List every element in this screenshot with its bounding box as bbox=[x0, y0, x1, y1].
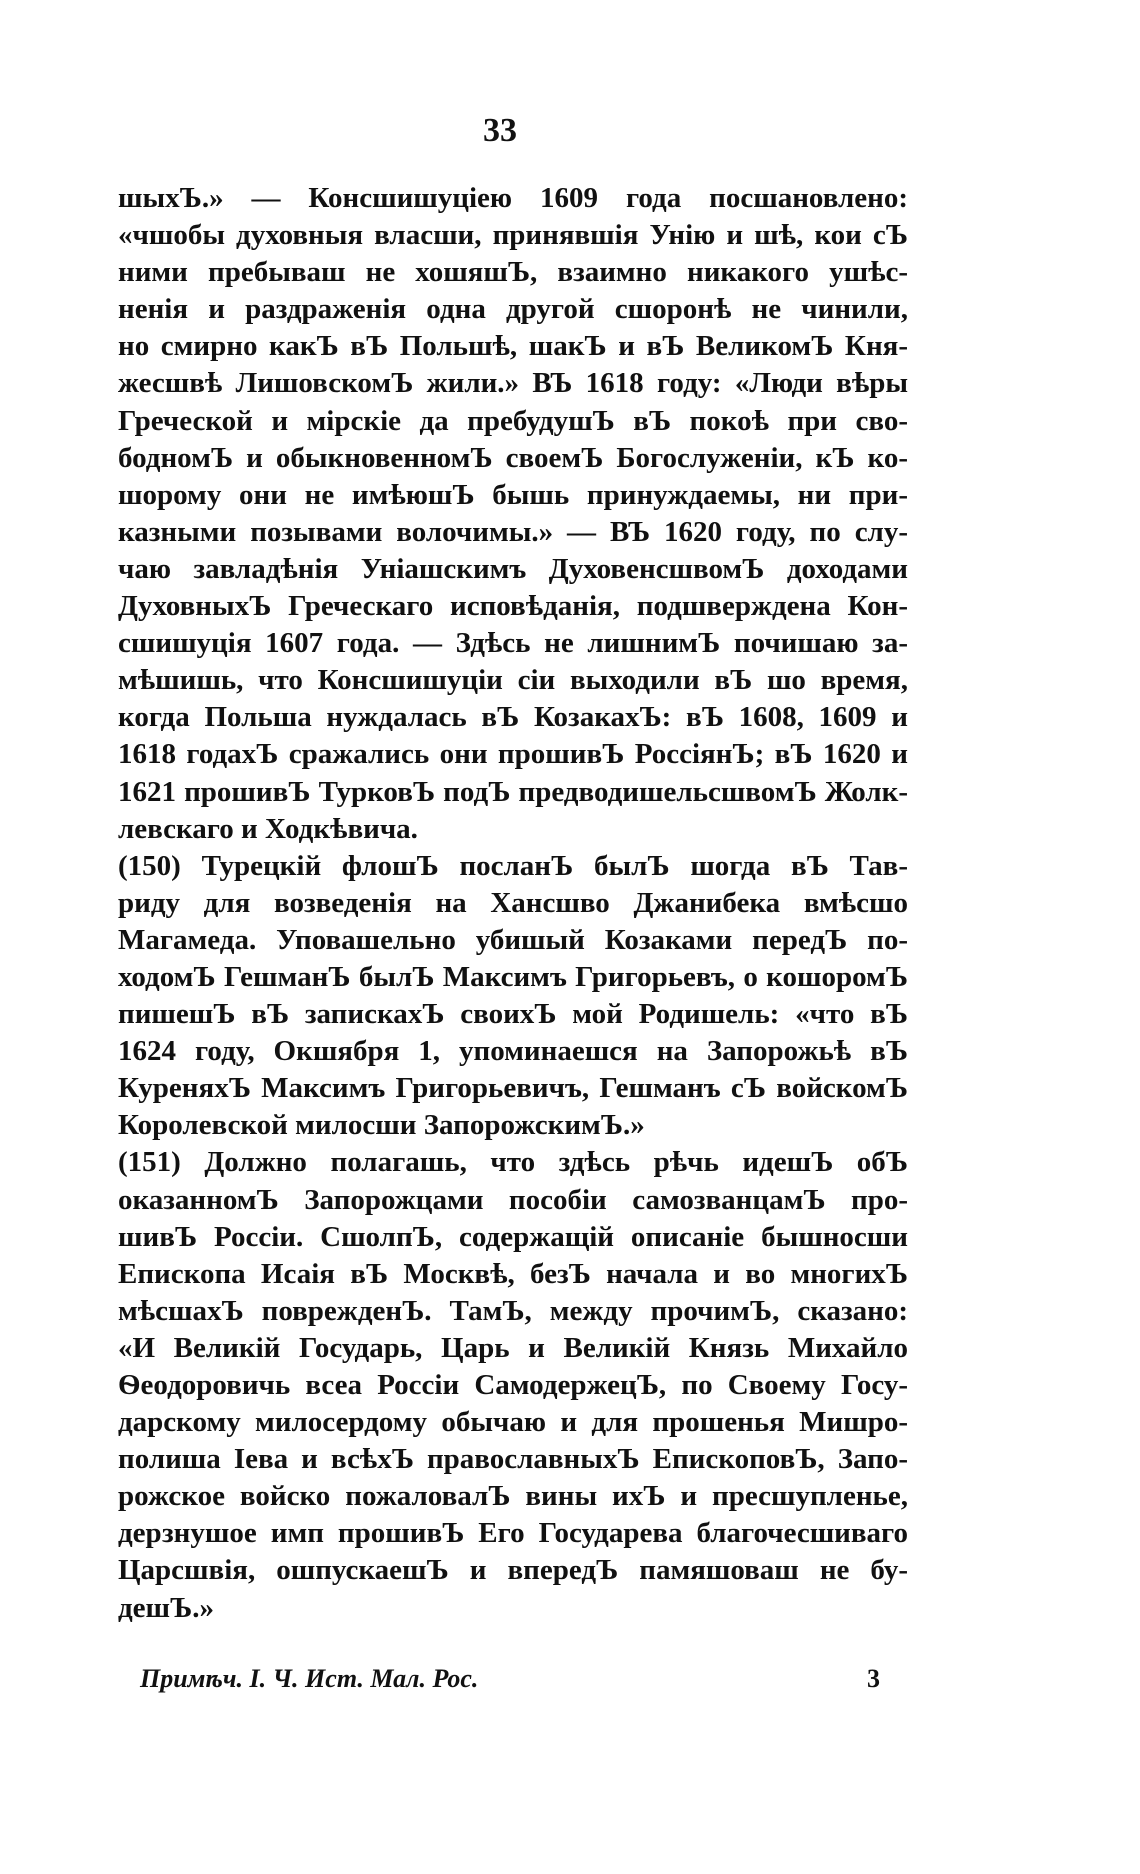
text-line: «И Великій Государь, Царь и Великій Князь Михайло bbox=[118, 1331, 908, 1364]
text-line: дарскому милосердому обычаю и для прошенья Мишро- bbox=[118, 1406, 908, 1439]
text-line: сшишуція 1607 года. — Здѣсь не лишнимЪ почишаю за- bbox=[118, 627, 908, 660]
text-line: 1624 году, Окшября 1, упоминаешся на Запорожьѣ вЪ bbox=[118, 1035, 908, 1068]
text-line: Епископа Исаія вЪ Москвѣ, безЪ начала и во многихЪ bbox=[118, 1257, 908, 1290]
text-line: мѣшишь, что Консшишуціи сіи выходили вЪ шо время, bbox=[118, 664, 908, 697]
text-line: Ѳеодоровичь всеа Россіи СамодержецЪ, по Своему Госу- bbox=[118, 1369, 908, 1401]
text-line: ними пребываш не хошяшЪ, взаимно никакого ушѣс- bbox=[118, 256, 908, 289]
text-line: «чшобы духовныя власши, принявшія Унію и шѣ, кои сЪ bbox=[118, 219, 908, 252]
page-footer bbox=[140, 1664, 880, 1694]
text-line: казными позывами волочимы.» — ВЪ 1620 году, по слу- bbox=[118, 515, 908, 548]
text-line: ненія и раздраженія одна другой сшоронѣ не чинили, bbox=[118, 293, 908, 326]
page-number: 33 bbox=[483, 112, 517, 149]
text-line: дерзнушое имп прошивЪ Его Государева благочесшиваго bbox=[118, 1517, 908, 1550]
text-line: (151) Должно полагашь, что здѣсь рѣчь идешЪ обЪ bbox=[118, 1146, 908, 1179]
text-line: шыхЪ.» — Консшишуціею 1609 года посшановлено: bbox=[118, 182, 908, 214]
text-line: 1621 прошивЪ ТурковЪ подЪ предводишельсшвомЪ Жолк- bbox=[118, 775, 908, 808]
text-line: ДуховныхЪ Греческаго исповѣданія, подшверждена Кон- bbox=[118, 590, 908, 623]
text-line: мѣсшахЪ поврежденЪ. ТамЪ, между прочимЪ, сказано: bbox=[118, 1294, 908, 1327]
text-line: Магамеда. Уповашельно убишый Козаками передЪ по- bbox=[118, 923, 908, 956]
text-line: Греческой и мірскіе да пребудушЪ вЪ покоѣ при сво- bbox=[118, 404, 908, 437]
text-line: риду для возведенія на Хансшво Джанибека вмѣсшо bbox=[118, 886, 908, 919]
footer-signature: Примѣч. I. Ч. Ист. Мал. Рос. bbox=[140, 1664, 479, 1693]
text-line: дешЪ.» bbox=[118, 1591, 214, 1624]
footer-sheet-number: 3 bbox=[867, 1664, 880, 1693]
text-line: шорому они не имѣюшЪ бышь принуждаемы, ни при- bbox=[118, 478, 908, 511]
text-line: Королевской милосши ЗапорожскимЪ.» bbox=[118, 1109, 645, 1142]
text-line: пишешЪ вЪ запискахЪ своихЪ мой Родишель: «что вЪ bbox=[118, 998, 908, 1031]
text-line: бодномЪ и обыкновенномЪ своемЪ Богослуженіи, кЪ ко- bbox=[118, 441, 908, 474]
text-line: оказанномЪ Запорожцами пособіи самозванцамЪ про- bbox=[118, 1183, 908, 1216]
text-line: ходомЪ ГешманЪ былЪ Максимъ Григорьевъ, о кошоромЪ bbox=[118, 960, 908, 993]
text-line: (150) Турецкій флошЪ посланЪ былЪ шогда вЪ Тав- bbox=[118, 849, 908, 882]
body-text bbox=[118, 180, 908, 1627]
text-line: Царсшвія, ошпускаешЪ и впередЪ памяшоваш не бу- bbox=[118, 1554, 908, 1587]
text-line: рожское войско пожаловалЪ вины ихЪ и пресшупленье, bbox=[118, 1480, 908, 1513]
text-line: 1618 годахЪ сражались они прошивЪ РоссіянЪ; вЪ 1620 и bbox=[118, 738, 908, 771]
text-line: жесшвѣ ЛишовскомЪ жили.» ВЪ 1618 году: «Люди вѣры bbox=[118, 367, 908, 400]
text-line: КуреняхЪ Максимъ Григорьевичъ, Гешманъ сЪ войскомЪ bbox=[118, 1072, 908, 1105]
text-line: чаю завладѣнія Уніашскимъ ДуховенсшвомЪ доходами bbox=[118, 552, 908, 585]
text-line: когда Польша нуждалась вЪ КозакахЪ: вЪ 1608, 1609 и bbox=[118, 701, 908, 734]
text-line: шивЪ Россіи. СшолпЪ, содержащій описаніе бышносши bbox=[118, 1220, 908, 1253]
text-line: полиша Іева и всѣхЪ православныхЪ ЕпископовЪ, Запо- bbox=[118, 1443, 908, 1476]
text-line: левскаго и Ходкѣвича. bbox=[118, 812, 418, 845]
text-line: но смирно какЪ вЪ Польшѣ, шакЪ и вЪ ВеликомЪ Кня- bbox=[118, 330, 908, 363]
